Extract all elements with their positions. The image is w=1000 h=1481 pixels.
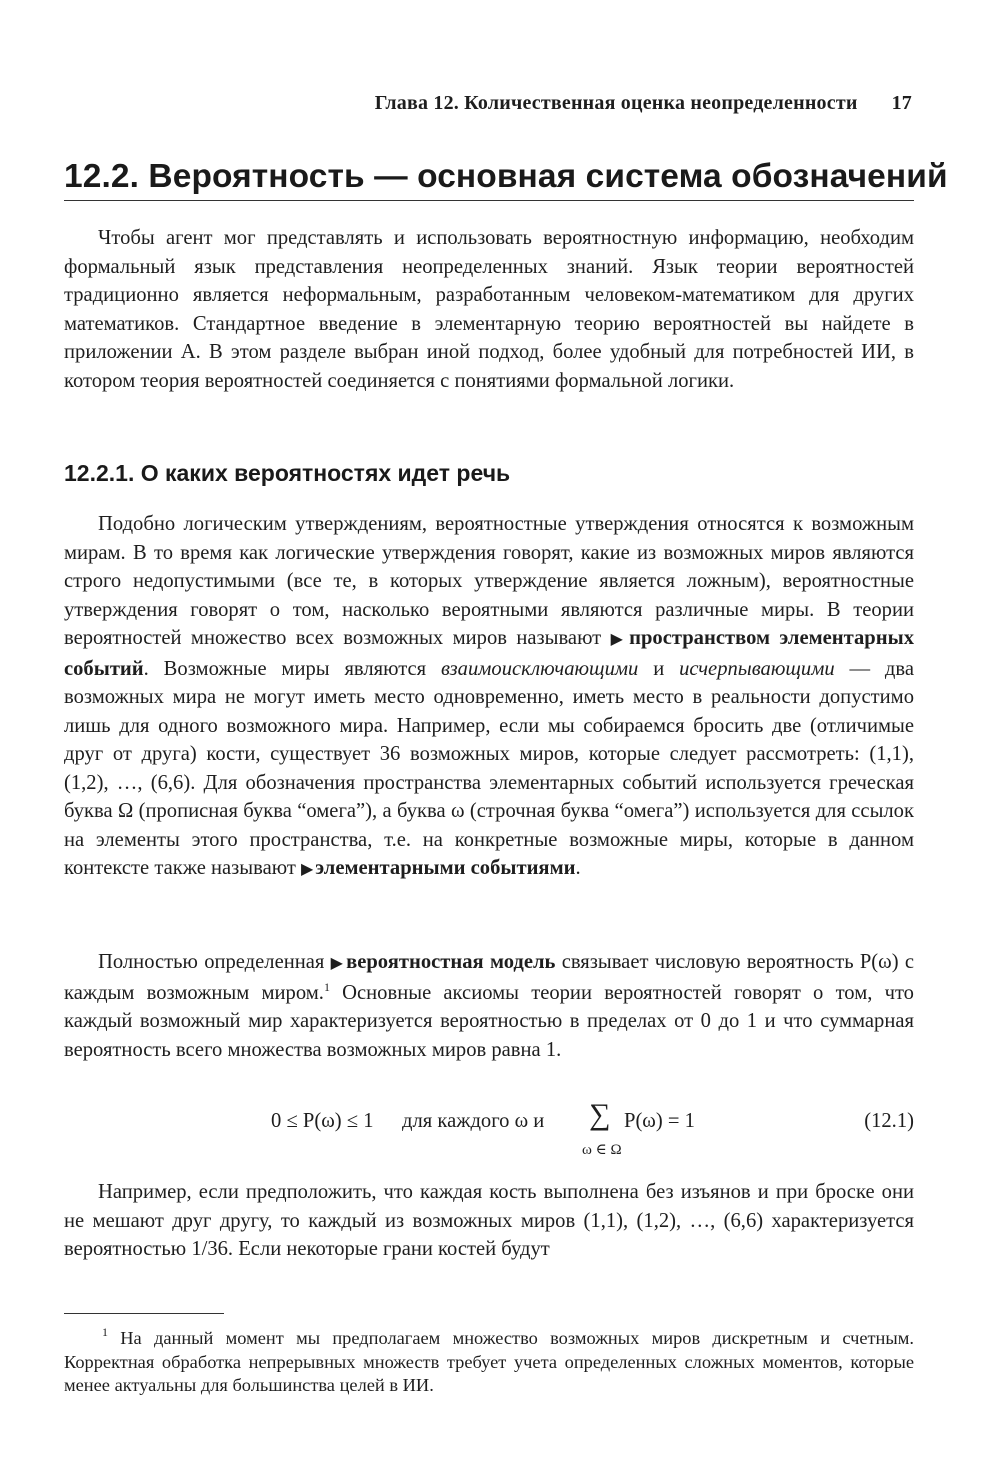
term-exhaustive: исчерпывающими — [679, 657, 835, 680]
section-intro-paragraph: Чтобы агент мог представлять и использовать вероятностную информацию, необходим формальный язык представления неопределенных знаний. Язык теории вероятностей традиционно является неформальным, разработанным человеком-математиком для других математиков. Стандартное введение в элементарную теорию вероятностей вы найдете в приложении A. В этом разделе выбран иной подход, более удобный для потребностей ИИ, в котором теория вероятностей соединяется с понятиями формальной логики. — [64, 227, 914, 392]
term-sample-space: пространством элементарных событий — [64, 627, 914, 680]
term-mutually-exclusive: взаимоисключающими — [440, 657, 639, 680]
possible-worlds-paragraph — [64, 510, 914, 885]
chapter-title: Глава 12. Количественная оценка неопределенности — [374, 92, 858, 114]
paragraph-text: . — [575, 857, 581, 879]
right-triangle-icon: ▶ — [300, 861, 314, 878]
formula-condition: для каждого ω и — [402, 1110, 545, 1132]
term-elementary-events: элементарными событиями — [315, 857, 576, 879]
term-probability-model: вероятностная модель — [346, 951, 556, 973]
paragraph-text: Основные аксиомы теории вероятностей говорят о том, что каждый возможный мир характеризуется вероятностью в пределах от 0 до 1 и что суммарная вероятность всего множества возможных миров равна 1. — [64, 981, 914, 1061]
paragraph-text: . Возможные миры являются — [143, 657, 441, 680]
probability-model-paragraph — [64, 948, 914, 1064]
equation-number: (12.1) — [864, 1110, 914, 1132]
sum-subscript: ω ∈ Ω — [582, 1142, 622, 1158]
sum-sign: ∑ — [589, 1098, 611, 1131]
running-head — [0, 92, 912, 115]
formula-bounds: 0 ≤ P(ω) ≤ 1 — [271, 1110, 374, 1132]
footnote-divider — [64, 1313, 224, 1314]
footnote-text: На данный момент мы предполагаем множество возможных миров дискретным и счетным. Корректная обработка непрерывных множеств требует учета определенных сложных моментов, которые менее актуальны для большинства целей в ИИ. — [64, 1328, 914, 1395]
section-title: 12.2. Вероятность — основная система обозначений — [64, 158, 914, 201]
paragraph-text: связывает числовую вероятность P(ω) с каждым возможным миром. — [64, 951, 914, 1004]
right-triangle-icon: ▶ — [330, 955, 345, 972]
footnote-reference: 1 — [323, 979, 330, 994]
subsection-title: 12.2.1. О каких вероятностях идет речь — [64, 460, 511, 486]
equation-12-1 — [64, 1098, 914, 1160]
right-triangle-icon: ▶ — [610, 631, 628, 648]
footnote — [64, 1327, 914, 1398]
paragraph-text: — два возможных мира не могут иметь место одновременно, иметь место в реальности допустимо лишь для одного возможного мира. Например, если мы собираемся бросить две (отличимые друг от друга) кости, существует 36 возможных миров, которые следует рассмотреть: (1,1), (1,2), …, (6,6). Для обозначения пространства элементарных событий используется греческая буква Ω (прописная буква “омега”), а буква ω (строчная буква “омега”) используется для ссылок на элементы этого пространства, т.е. на конкретные возможные миры, которые в данном контексте также называют — [64, 657, 914, 879]
paragraph-text: Полностью определенная — [98, 951, 331, 973]
dice-example-paragraph: Например, если предположить, что каждая кость выполнена без изъянов и при броске они не мешают друг другу, то каждый из возможных миров (1,1), (1,2), …, (6,6) характеризуется вероятностью 1/36. Если некоторые грани костей будут — [64, 1181, 914, 1260]
paragraph-text: и — [638, 657, 680, 680]
footnote-mark: 1 — [102, 1325, 108, 1339]
formula-sum-total: P(ω) = 1 — [624, 1110, 695, 1132]
page-number: 17 — [891, 92, 912, 114]
paragraph-text: Подобно логическим утверждениям, вероятностные утверждения относятся к возможным мирам. В то время как логические утверждения говорят, какие из возможных миров являются строго недопустимыми (все те, в которых утверждение является ложным), вероятностные утверждения говорят о том, насколько вероятными являются различные миры. В теории вероятностей множество всех возможных миров называют — [64, 513, 914, 649]
